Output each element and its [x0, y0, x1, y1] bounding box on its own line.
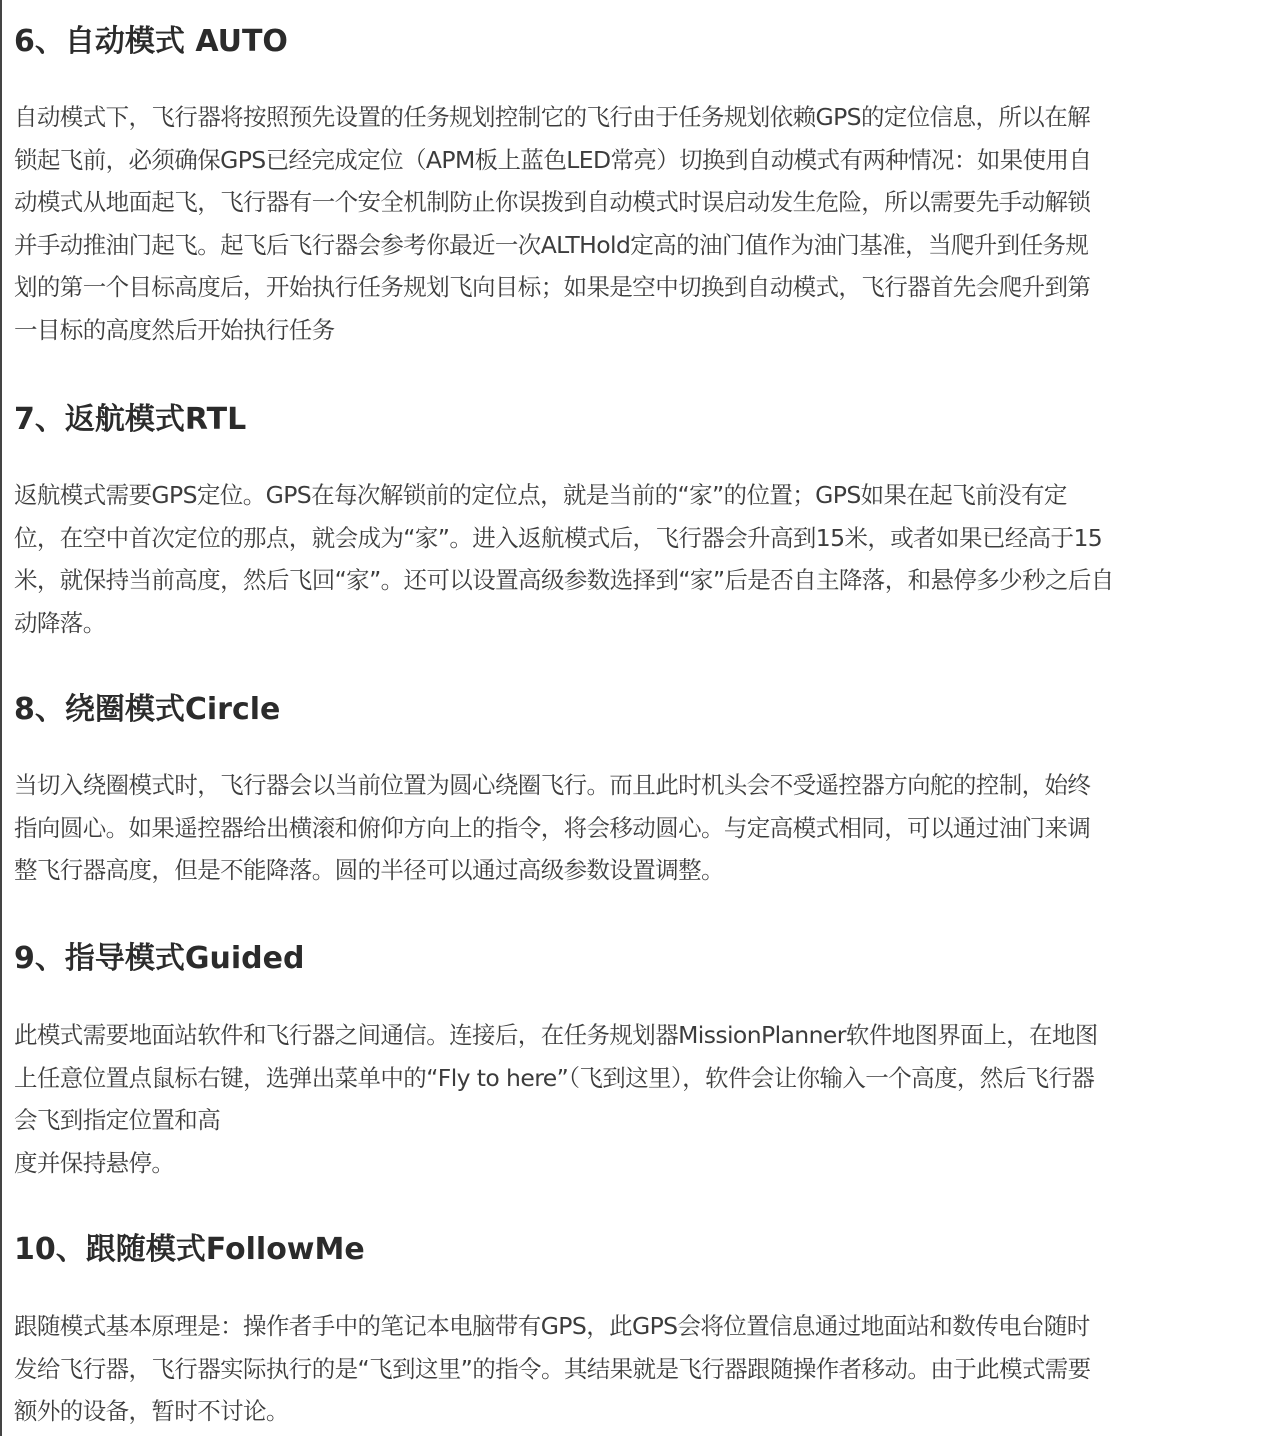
section-paragraph	[14, 1305, 1091, 1433]
paragraph-line: 动模式从地面起飞，飞行器有一个安全机制防止你误拨到自动模式时误启动发生危险，所以需要先手动解锁	[14, 188, 1091, 216]
paragraph-line: 度并保持悬停。	[14, 1148, 175, 1177]
section-paragraph	[14, 474, 1114, 644]
paragraph-line: 此模式需要地面站软件和飞行器之间通信。连接后，在任务规划器MissionPlanner软件地图界面上，在地图	[14, 1021, 1098, 1049]
section-paragraph	[14, 96, 1091, 351]
section-title: 6、自动模式 AUTO	[14, 24, 288, 59]
section-title: 9、指导模式Guided	[14, 941, 305, 976]
paragraph-line: 整飞行器高度，但是不能降落。圆的半径可以通过高级参数设置调整。	[14, 856, 724, 884]
paragraph-line: 上任意位置点鼠标右键，选弹出菜单中的“Fly to here”（飞到这里），软件会让你输入一个高度，然后飞行器	[14, 1063, 1095, 1092]
section-title: 8、绕圈模式Circle	[14, 692, 281, 727]
paragraph-line: 跟随模式基本原理是：操作者手中的笔记本电脑带有GPS，此GPS会将位置信息通过地面站和数传电台随时	[14, 1312, 1090, 1340]
paragraph-line: 指向圆心。如果遥控器给出横滚和俯仰方向上的指令，将会移动圆心。与定高模式相同，可以通过油门来调	[14, 813, 1091, 842]
paragraph-line: 动降落。	[14, 608, 106, 637]
paragraph-line: 锁起飞前，必须确保GPS已经完成定位（APM板上蓝色LED常亮）切换到自动模式有两种情况：如果使用自	[14, 145, 1092, 174]
paragraph-line: 会飞到指定位置和高	[14, 1106, 221, 1134]
paragraph-line: 自动模式下，飞行器将按照预先设置的任务规划控制它的飞行由于任务规划依赖GPS的定位信息，所以在解	[14, 103, 1090, 131]
section-title: 7、返航模式RTL	[14, 402, 247, 437]
left-border-rule	[0, 0, 2, 1436]
paragraph-line: 位，在空中首次定位的那点，就会成为“家”。进入返航模式后，飞行器会升高到15米，或者如果已经高于15	[14, 523, 1103, 552]
section-title: 10、跟随模式FollowMe	[14, 1232, 365, 1267]
paragraph-line: 额外的设备，暂时不讨论。	[14, 1397, 289, 1425]
paragraph-line: 当切入绕圈模式时，飞行器会以当前位置为圆心绕圈飞行。而且此时机头会不受遥控器方向舵的控制，始终	[14, 771, 1091, 799]
paragraph-line: 一目标的高度然后开始执行任务	[14, 315, 335, 344]
paragraph-line: 划的第一个目标高度后，开始执行任务规划飞向目标；如果是空中切换到自动模式，飞行器首先会爬升到第	[14, 273, 1091, 301]
paragraph-line: 返航模式需要GPS定位。GPS在每次解锁前的定位点，就是当前的“家”的位置；GPS如果在起飞前没有定	[14, 481, 1067, 509]
paragraph-line: 米，就保持当前高度，然后飞回“家”。还可以设置高级参数选择到“家”后是否自主降落，和悬停多少秒之后自	[14, 566, 1114, 594]
section-paragraph	[14, 764, 1090, 892]
section-paragraph	[14, 1014, 1098, 1184]
paragraph-line: 发给飞行器，飞行器实际执行的是“飞到这里”的指令。其结果就是飞行器跟随操作者移动。由于此模式需要	[14, 1354, 1091, 1383]
paragraph-line: 并手动推油门起飞。起飞后飞行器会参考你最近一次ALTHold定高的油门值作为油门基准，当爬升到任务规	[14, 230, 1089, 259]
